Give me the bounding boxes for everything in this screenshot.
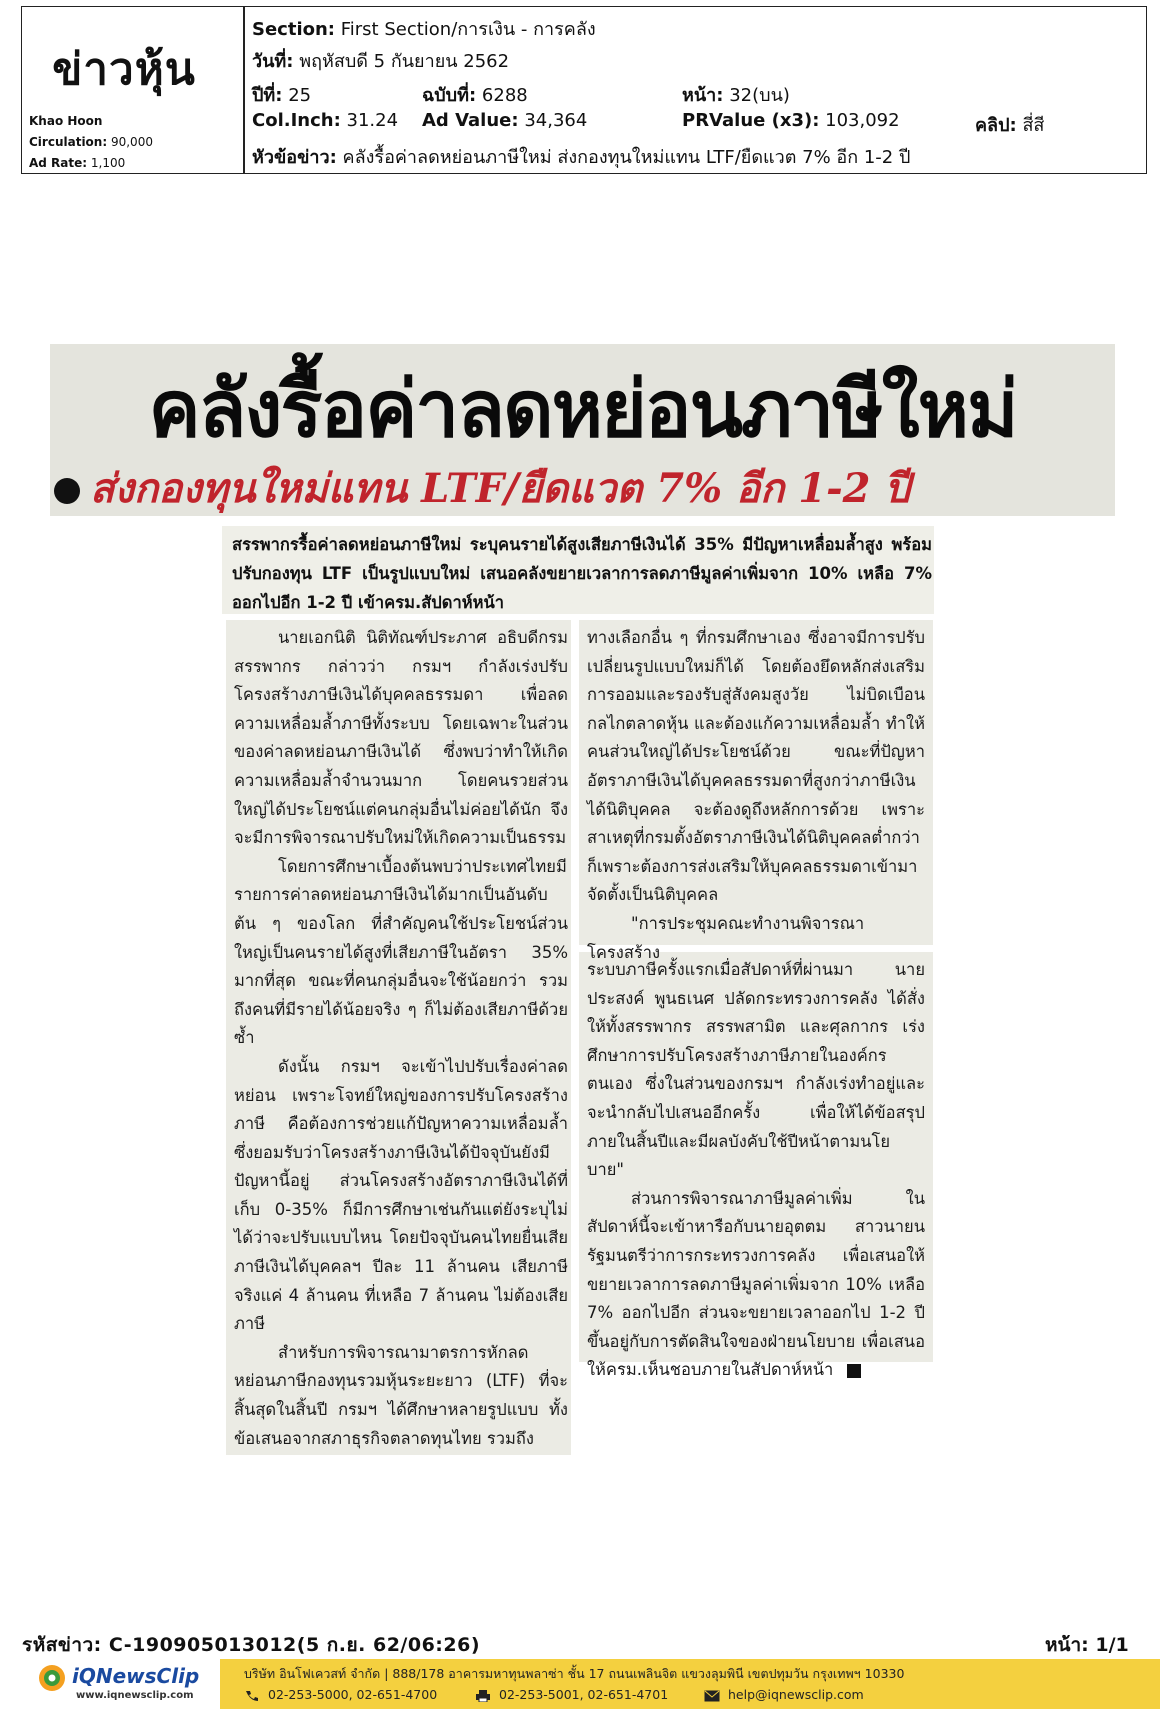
footer-logo-url[interactable]: www.iqnewsclip.com (76, 1690, 194, 1701)
issue-field: ฉบับที่: 6288 (422, 85, 528, 106)
advalue-field: Ad Value: 34,364 (422, 110, 588, 131)
phone-icon (244, 1690, 260, 1702)
paragraph: สำหรับการพิจารณามาตรการหักลดหย่อนภาษีกองทุนรวมหุ้นระยะยาว (LTF) ที่จะสิ้นสุดในสิ้นปี กรมฯ ได้ศึกษาหลายรูปแบบ ทั้งข้อเสนอจากสภาธุรกิจตลาดทุนไทย รวมถึง (234, 1342, 568, 1448)
paragraph: ระบบภาษีครั้งแรกเมื่อสัปดาห์ที่ผ่านมา นายประสงค์ พูนธเนศ ปลัดกระทรวงการคลัง ได้สั่งให้ทั้งสรรพากร สรรพสามิต และศุลกากร เร่งศึกษาการปรับโครงสร้างภาษีภายในองค์กรตนเอง ซึ่งในส่วนของกรมฯ กำลังเร่งทำอยู่และจะนำกลับไปเสนออีกครั้ง เพื่อให้ได้ข้อสรุปภายในสิ้นปีและมีผลบังคับใช้ปีหน้าตามนโยบาย" (587, 960, 925, 1180)
article-headline: คลังรื้อค่าลดหย่อนภาษีใหม่ (148, 365, 1017, 455)
paragraph: โดยการศึกษาเบื้องต้นพบว่าประเทศไทยมีรายการค่าลดหย่อนภาษีเงินได้มากเป็นอันดับต้น ๆ ของโลก ที่สำคัญคนใช้ประโยชน์ส่วนใหญ่เป็นคนรายได้สูงที่เสียภาษีในอัตรา 35% มากที่สุด ขณะที่คนกลุ่มอื่นจะใช้น้อยกว่า รวมถึงคนที่มีรายได้น้อยจริง ๆ ก็ไม่ต้องเสียภาษีด้วยซ้ำ (234, 856, 568, 1048)
article-subheadline: ส่งกองทุนใหม่แทน LTF/ยืดแวต 7% อีก 1-2 ปี (90, 465, 910, 512)
ad-rate: Ad Rate: 1,100 (29, 156, 126, 170)
colinch-field: Col.Inch: 31.24 (252, 110, 399, 131)
fax-contact: 02-253-5001, 02-651-4701 (475, 1687, 668, 1702)
article-column-1 (234, 624, 568, 1453)
headline-row: หัวข้อข่าว: คลังรื้อค่าลดหย่อนภาษีใหม่ ส่งกองทุนใหม่แทน LTF/ยืดแวต 7% อีก 1-2 ปี (252, 147, 911, 168)
article-lead: สรรพากรรื้อค่าลดหย่อนภาษีใหม่ ระบุคนรายได้สูงเสียภาษีเงินได้ 35% มีปัญหาเหลื่อมล้ำสูง พร้อมปรับกองทุน LTF เป็นรูปแบบใหม่ เสนอคลังขยายเวลาการลดภาษีมูลค่าเพิ่มจาก 10% เหลือ 7% ออกไปอีก 1-2 ปี เข้าครม.สัปดาห์หน้า (232, 535, 932, 612)
date-row: วันที่: พฤหัสบดี 5 กันยายน 2562 (252, 51, 510, 72)
fax-icon (475, 1690, 491, 1702)
end-mark-icon (847, 1364, 861, 1378)
paragraph: นายเอกนิติ นิติทัณฑ์ประภาศ อธิบดีกรมสรรพากร กล่าวว่า กรมฯ กำลังเร่งปรับโครงสร้างภาษีเงินได้บุคคลธรรมดา เพื่อลดความเหลื่อมล้ำภาษีทั้งระบบ โดยเฉพาะในส่วนของค่าลดหย่อนภาษีเงินได้ ซึ่งพบว่าทำให้เกิดความเหลื่อมล้ำจำนวนมาก โดยคนรวยส่วนใหญ่ได้ประโยชน์แต่คนกลุ่มอื่นไม่ค่อยได้นัก จึงจะมีการพิจารณาปรับใหม่ให้เกิดความเป็นธรรม (234, 628, 568, 848)
phone-contact: 02-253-5000, 02-651-4700 (244, 1687, 437, 1702)
footer-logo-text: iQNewsClip (72, 1664, 200, 1688)
email-contact[interactable]: help@iqnewsclip.com (704, 1687, 864, 1702)
section-row: Section: First Section/การเงิน - การคลัง (252, 19, 596, 40)
paragraph: ส่วนการพิจารณาภาษีมูลค่าเพิ่ม ในสัปดาห์นี้จะเข้าหารือกับนายอุตตม สาวนายน รัฐมนตรีว่าการกระทรวงการคลัง เพื่อเสนอให้ขยายเวลาการลดภาษีมูลค่าเพิ่มจาก 10% เหลือ 7% ออกไปอีก ส่วนจะขยายเวลาออกไป 1-2 ปี ขึ้นอยู่กับการตัดสินใจของฝ่ายนโยบาย เพื่อเสนอให้ครม.เห็นชอบภายในสัปดาห์หน้า (587, 1188, 925, 1380)
circulation: Circulation: 90,000 (29, 135, 153, 149)
clip-type-field: คลิป: สี่สี (975, 115, 1045, 136)
page-field: หน้า: 32(บน) (682, 85, 790, 106)
clip-code: รหัสข่าว: C-190905013012(5 ก.ย. 62/06:26) (22, 1634, 481, 1656)
header-divider (243, 6, 245, 174)
page-number: หน้า: 1/1 (1045, 1634, 1129, 1656)
bullet-icon (54, 478, 80, 504)
article-column-2-top (587, 624, 925, 967)
paragraph: ดังนั้น กรมฯ จะเข้าไปปรับเรื่องค่าลดหย่อน เพราะโจทย์ใหญ่ของการปรับโครงสร้างภาษี คือต้องการช่วยแก้ปัญหาความเหลื่อมล้ำ ซึ่งยอมรับว่าโครงสร้างภาษีเงินได้ปัจจุบันยังมีปัญหานี้อยู่ ส่วนโครงสร้างอัตราภาษีเงินได้ที่เก็บ 0-35% ก็มีการศึกษาเช่นกันแต่ยังระบุไม่ได้ว่าจะปรับแบบไหน โดยปัจจุบันคนไทยยื่นเสียภาษีเงินได้บุคคลฯ ปีละ 11 ล้านคน เสียภาษีจริงแค่ 4 ล้านคน ที่เหลือ 7 ล้านคน ไม่ต้องเสียภาษี (234, 1056, 568, 1334)
iqnewsclip-logo-icon (38, 1664, 66, 1692)
publication-logo: ข่าวหุ้น (52, 44, 196, 95)
email-icon (704, 1690, 720, 1702)
company-address: บริษัท อินโฟเควสท์ จำกัด | 888/178 อาคารมหาทุนพลาซ่า ชั้น 17 ถนนเพลินจิต แขวงลุมพินี เขตปทุมวัน กรุงเทพฯ 10330 (244, 1666, 905, 1681)
year-field: ปีที่: 25 (252, 85, 312, 106)
paragraph: "การประชุมคณะทำงานพิจารณาโครงสร้าง (587, 913, 865, 962)
prvalue-field: PRValue (x3): 103,092 (682, 110, 900, 131)
article-column-2-bottom (587, 956, 925, 1385)
publication-name: Khao Hoon (29, 114, 103, 128)
paragraph: ทางเลือกอื่น ๆ ที่กรมศึกษาเอง ซึ่งอาจมีการปรับเปลี่ยนรูปแบบใหม่ก็ได้ โดยต้องยึดหลักส่งเสริมการออมและรองรับสู่สังคมสูงวัย ไม่บิดเบือนกลไกตลาดหุ้น และต้องแก้ความเหลื่อมล้ำ ทำให้คนส่วนใหญ่ได้ประโยชน์ด้วย ขณะที่ปัญหาอัตราภาษีเงินได้บุคคลธรรมดาที่สูงกว่าภาษีเงินได้นิติบุคคล จะต้องดูถึงหลักการด้วย เพราะสาเหตุที่กรมตั้งอัตราภาษีเงินได้นิติบุคคลต่ำกว่า ก็เพราะต้องการส่งเสริมให้บุคคลธรรมดาเข้ามาจัดตั้งเป็นนิติบุคคล (587, 628, 925, 905)
